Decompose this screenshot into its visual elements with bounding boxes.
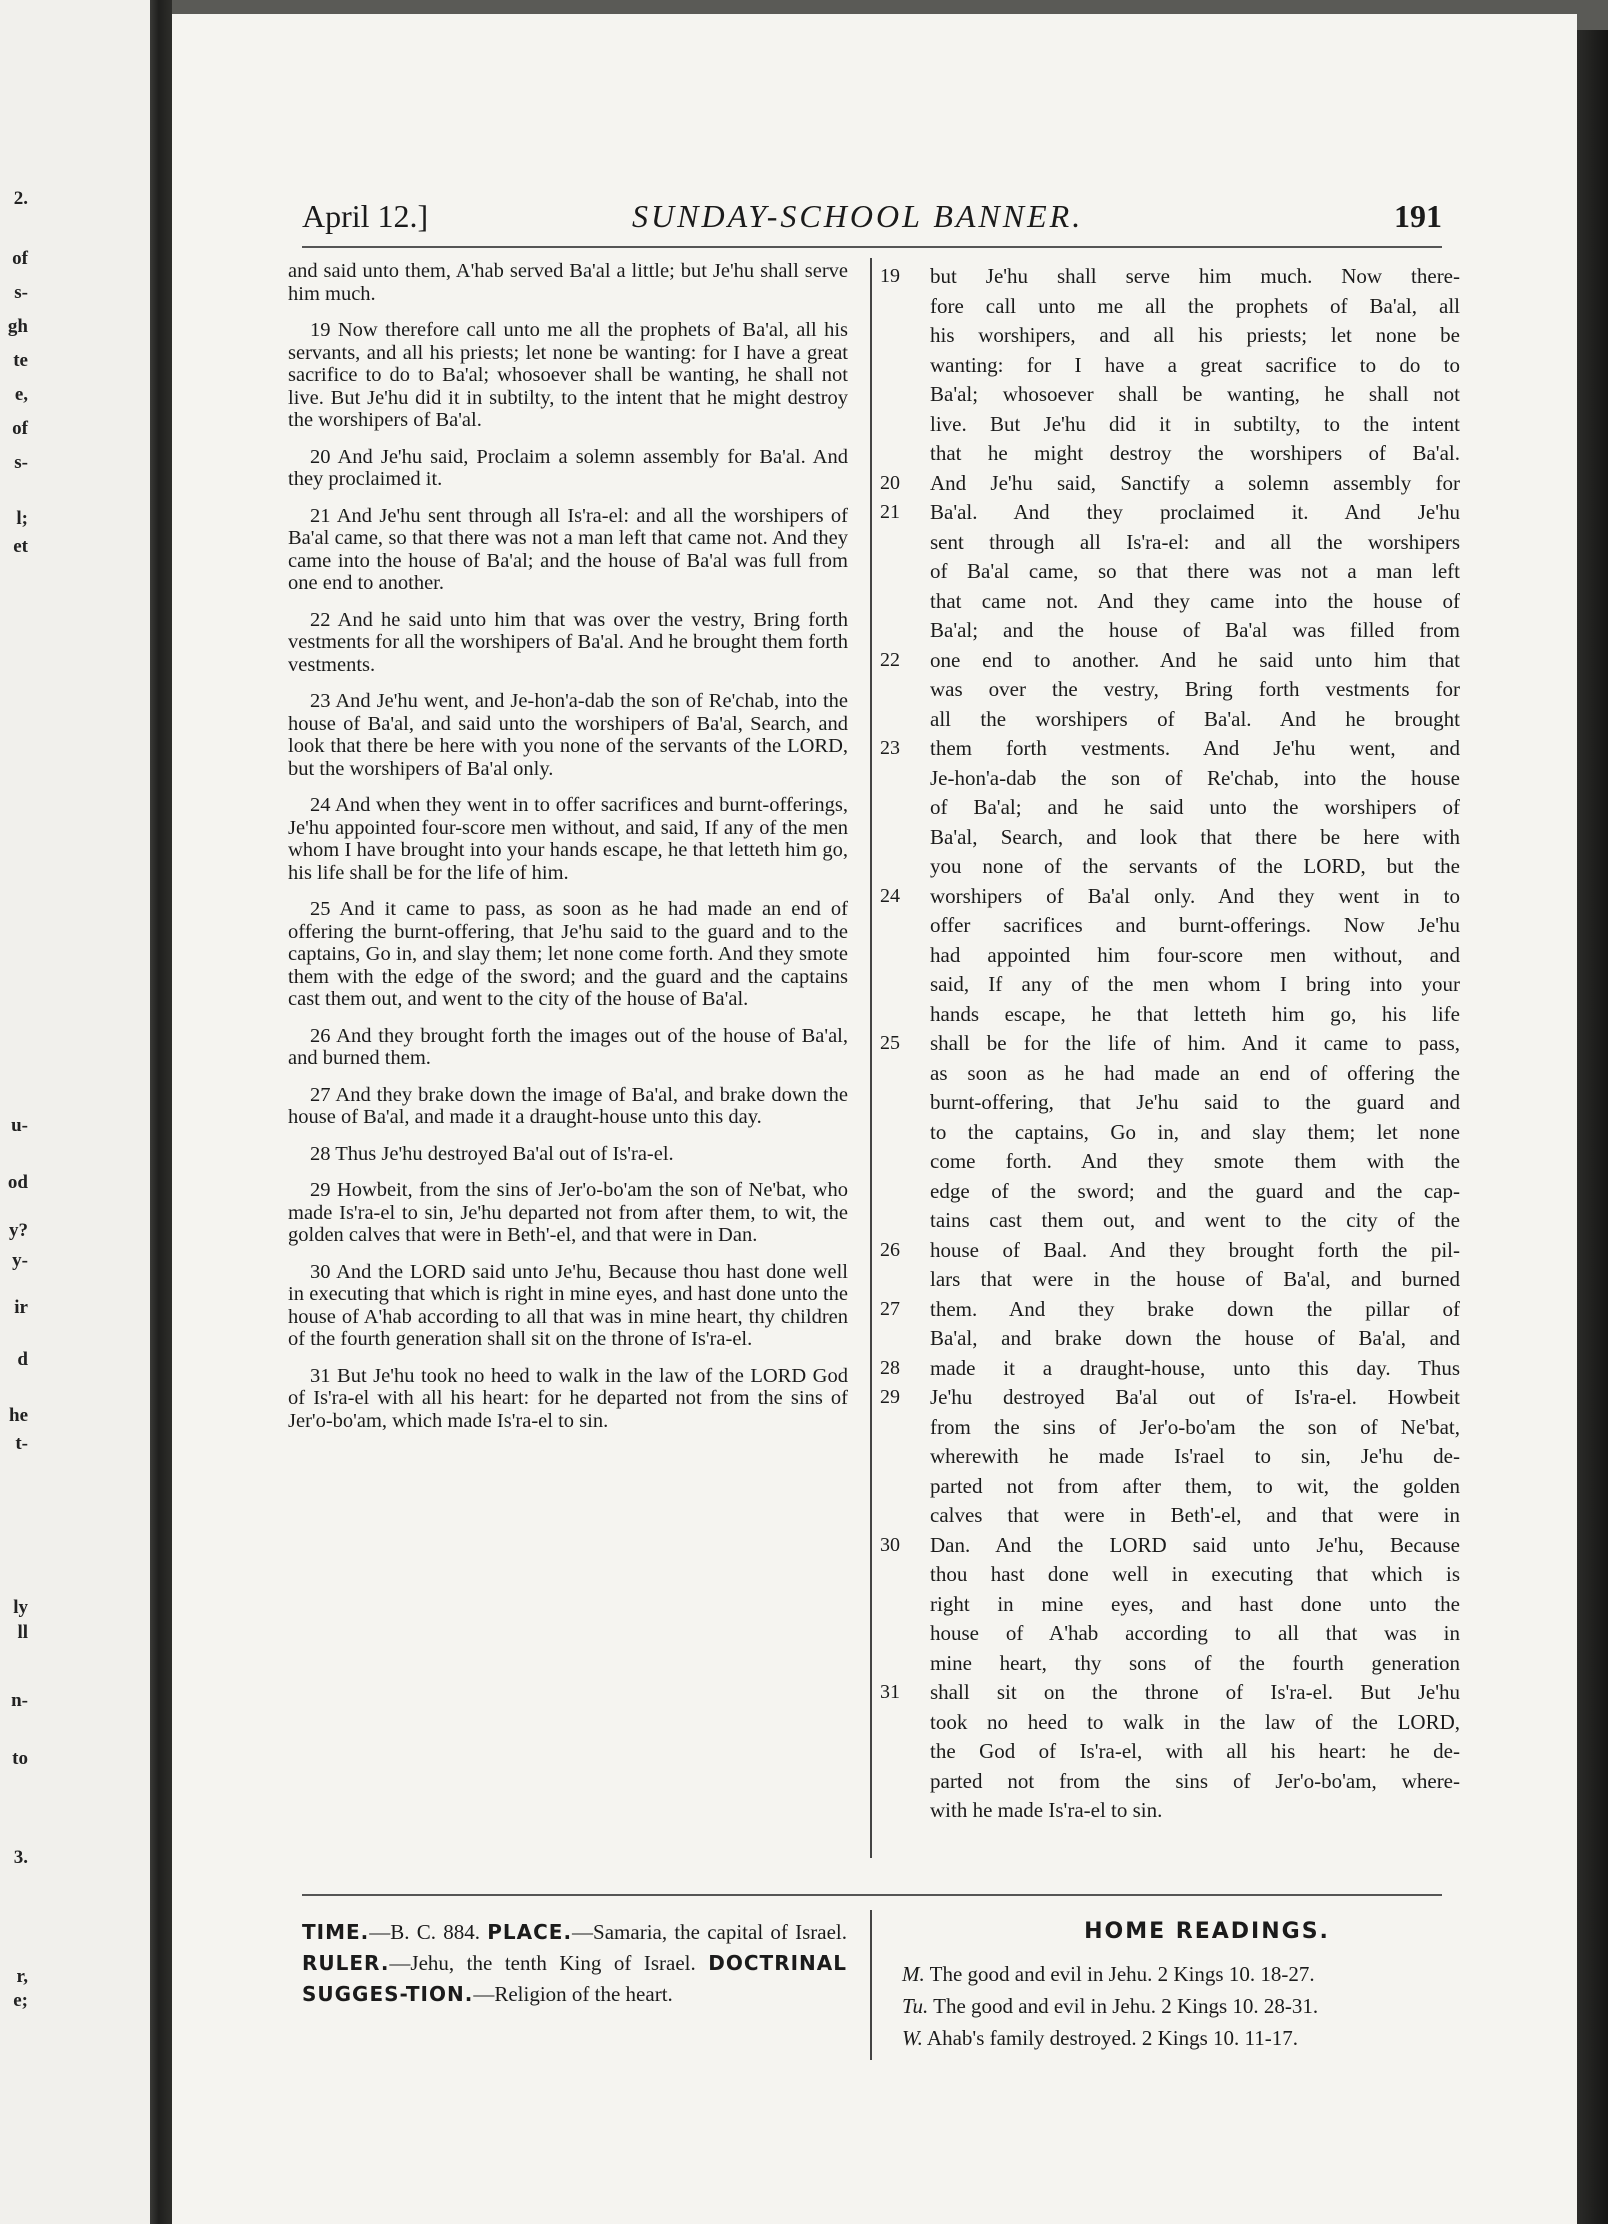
home-readings-title: HOME READINGS. bbox=[1084, 1919, 1330, 1944]
verse-text: to the captains, Go in, and slay them; let none bbox=[930, 1119, 1460, 1144]
verse-line bbox=[880, 793, 1460, 823]
verse-text: made it a draught-house, unto this day. Thus bbox=[930, 1355, 1460, 1380]
verse-text: parted not from after them, to wit, the golden bbox=[930, 1473, 1460, 1498]
facing-page-fragment: e, bbox=[14, 384, 28, 405]
reading-text: Ahab's family destroyed. 2 Kings 10. 11-17. bbox=[926, 2026, 1298, 2050]
verse-number: 28 bbox=[880, 1356, 900, 1379]
verse-line bbox=[880, 823, 1460, 853]
book-gutter bbox=[150, 0, 172, 2224]
verse-number: 21 bbox=[880, 501, 900, 523]
verse-number: 23 bbox=[880, 737, 900, 759]
verse-text: them forth vestments. And Je'hu went, and bbox=[930, 736, 1460, 760]
verse-line bbox=[880, 1737, 1460, 1767]
verse-line bbox=[880, 764, 1460, 794]
verse-paragraph: 31 But Je'hu took no heed to walk in the law of the LORD God of Is'ra-el with all his heart: for he departed not from the sins of Jer'o-bo'am, which made Is'ra-el to sin. bbox=[288, 1364, 848, 1432]
verse-line bbox=[880, 1708, 1460, 1738]
verse-line bbox=[880, 1206, 1460, 1236]
verse-line bbox=[880, 1796, 1460, 1826]
verse-text: house of Baal. And they brought forth the pil- bbox=[930, 1237, 1460, 1262]
facing-page-fragment: s- bbox=[14, 452, 28, 473]
verse-text: come forth. And they smote them with the bbox=[930, 1149, 1460, 1173]
verse-text: mine heart, thy sons of the fourth generation bbox=[930, 1650, 1460, 1675]
facing-page-fragment: et bbox=[13, 536, 28, 557]
facing-page-fragment: n- bbox=[11, 1690, 28, 1711]
facing-page-fragment: ly bbox=[13, 1597, 28, 1618]
verse-line bbox=[880, 1767, 1460, 1797]
facing-page-fragment: ll bbox=[17, 1622, 28, 1643]
verse-line bbox=[880, 970, 1460, 1000]
header-rule bbox=[302, 246, 1442, 248]
facing-page-edge bbox=[0, 0, 150, 2224]
verse-text: parted not from the sins of Jer'o-bo'am, where- bbox=[930, 1768, 1460, 1793]
facing-page-fragment: t- bbox=[15, 1433, 28, 1454]
verse-line bbox=[880, 1295, 1460, 1325]
verse-paragraph: 27 And they brake down the image of Ba'al, and brake down the house of Ba'al, and made it a draught-house unto this day. bbox=[288, 1083, 848, 1128]
verse-line bbox=[880, 528, 1460, 558]
verse-line bbox=[880, 1118, 1460, 1148]
verse-line bbox=[880, 1000, 1460, 1030]
verse-line bbox=[880, 646, 1460, 676]
verse-paragraph: 20 And Je'hu said, Proclaim a solemn assembly for Ba'al. And they proclaimed it. bbox=[288, 445, 848, 490]
verse-number: 27 bbox=[880, 1297, 900, 1320]
facing-page-fragment: 3. bbox=[13, 1847, 28, 1868]
verse-text: but Je'hu shall serve him much. Now there- bbox=[930, 264, 1460, 288]
reading-text: The good and evil in Jehu. 2 Kings 10. 28-31. bbox=[933, 1994, 1319, 2018]
verse-text: worshipers of Ba'al only. And they went in to bbox=[930, 883, 1460, 908]
time-label: TIME. bbox=[302, 1920, 370, 1944]
verse-text: one end to another. And he said unto him that bbox=[930, 647, 1460, 672]
verse-paragraph: 19 Now therefore call unto me all the prophets of Ba'al, all his servants, and all his priests; let none be wanting: for I have a great sacrifice to do to Ba'al; whosoever shall be wanting, he shall not live. But Je'hu did it in subtilty, to the intent that he might destroy the worshipers of Ba'al. bbox=[288, 319, 848, 431]
verse-text: And Je'hu said, Sanctify a solemn assembly for bbox=[930, 470, 1460, 495]
lesson-info bbox=[302, 1917, 847, 2010]
verse-text: that he might destroy the worshipers of Ba'al. bbox=[930, 441, 1460, 465]
verse-text: sent through all Is'ra-el: and all the worshipers bbox=[930, 529, 1460, 554]
verse-text: all the worshipers of Ba'al. And he brought bbox=[930, 706, 1460, 731]
verse-text: Ba'al. And they proclaimed it. And Je'hu bbox=[930, 500, 1460, 524]
verse-text: Je'hu destroyed Ba'al out of Is'ra-el. Howbeit bbox=[930, 1385, 1460, 1409]
verse-line bbox=[880, 1324, 1460, 1354]
facing-page-fragment: e; bbox=[13, 1990, 28, 2011]
verse-paragraph: and said unto them, A'hab served Ba'al a little; but Je'hu shall serve him much. bbox=[288, 260, 848, 305]
verse-line bbox=[880, 587, 1460, 617]
verse-paragraph: 22 And he said unto him that was over the vestry, Bring forth vestments for all the worshipers of Ba'al. And he brought them forth vestments. bbox=[288, 608, 848, 676]
verse-line bbox=[880, 852, 1460, 882]
verse-line bbox=[880, 1590, 1460, 1620]
verse-text: calves that were in Beth'-el, and that were in bbox=[930, 1503, 1460, 1527]
verse-line bbox=[880, 1029, 1460, 1059]
verse-text: thou hast done well in executing that which is bbox=[930, 1562, 1460, 1586]
reading-day: Tu. bbox=[902, 1994, 929, 2018]
verse-line bbox=[880, 1531, 1460, 1561]
footer-rule bbox=[302, 1894, 1442, 1896]
verse-paragraph: 30 And the LORD said unto Je'hu, Because thou hast done well in executing that which is right in mine eyes, and hast done unto the house of A'hab according to all that was in mine heart, thy children of the fourth generation shall sit on the throne of Is'ra-el. bbox=[288, 1260, 848, 1350]
book-page bbox=[172, 14, 1577, 2224]
verse-line bbox=[880, 1059, 1460, 1089]
verse-line bbox=[880, 1413, 1460, 1443]
verse-paragraph: 26 And they brought forth the images out of the house of Ba'al, and burned them. bbox=[288, 1024, 848, 1069]
verse-text: house of A'hab according to all that was in bbox=[930, 1621, 1460, 1645]
verse-line bbox=[880, 498, 1460, 528]
verse-paragraph: 25 And it came to pass, as soon as he had made an end of offering the burnt-offering, that Je'hu said to the guard and to the captains, Go in, and slay them; let none come forth. And they smote them with the edge of the sword; and the guard and the captains cast them out, and went to the city of the house of Ba'al. bbox=[288, 898, 848, 1010]
verse-text: offer sacrifices and burnt-offerings. Now Je'hu bbox=[930, 913, 1460, 937]
verse-text: Je-hon'a-dab the son of Re'chab, into the house bbox=[930, 765, 1460, 790]
scripture-column-old-version bbox=[288, 260, 848, 1446]
verse-line bbox=[880, 1619, 1460, 1649]
verse-paragraph: 29 Howbeit, from the sins of Jer'o-bo'am the son of Ne'bat, who made Is'ra-el to sin, Je'hu departed not from after them, to wit, the golden calves that were in Beth'-el, and that were in Dan. bbox=[288, 1179, 848, 1246]
verse-paragraph: 28 Thus Je'hu destroyed Ba'al out of Is'ra-el. bbox=[310, 1142, 674, 1165]
verse-number: 29 bbox=[880, 1386, 900, 1408]
reading-item bbox=[892, 2022, 1462, 2054]
verse-number: 20 bbox=[880, 471, 900, 494]
place-value: —Samaria, the capital of Israel. bbox=[572, 1920, 848, 1944]
ruler-label: RULER. bbox=[302, 1951, 390, 1975]
verse-line bbox=[880, 469, 1460, 499]
verse-line bbox=[880, 1265, 1460, 1295]
verse-text: burnt-offering, that Je'hu said to the guard and bbox=[930, 1090, 1460, 1114]
page-header bbox=[302, 196, 1442, 236]
facing-page-fragment: of bbox=[12, 418, 28, 439]
verse-number: 24 bbox=[880, 884, 900, 907]
facing-page-fragment: s- bbox=[14, 282, 28, 303]
verse-text: of Ba'al came, so that there was not a man left bbox=[930, 559, 1460, 583]
verse-text: right in mine eyes, and hast done unto the bbox=[930, 1591, 1460, 1616]
verse-text: live. But Je'hu did it in subtilty, to the intent bbox=[930, 411, 1460, 436]
facing-page-fragment: ir bbox=[14, 1297, 28, 1318]
footer-divider bbox=[870, 1910, 872, 2060]
facing-page-fragment: y- bbox=[12, 1250, 28, 1271]
verse-line bbox=[880, 616, 1460, 646]
verse-text: of Ba'al; and he said unto the worshipers of bbox=[930, 795, 1460, 819]
verse-line bbox=[880, 911, 1460, 941]
verse-text: tains cast them out, and went to the city of the bbox=[930, 1208, 1460, 1232]
verse-text: the God of Is'ra-el, with all his heart: he de- bbox=[930, 1739, 1460, 1763]
verse-line bbox=[880, 675, 1460, 705]
page-edge-shadow bbox=[1577, 30, 1608, 2224]
verse-text: you none of the servants of the LORD, but the bbox=[930, 854, 1460, 878]
verse-line bbox=[880, 1354, 1460, 1384]
verse-text: Ba'al; and the house of Ba'al was filled from bbox=[930, 618, 1460, 642]
verse-paragraph: 23 And Je'hu went, and Je-hon'a-dab the son of Re'chab, into the house of Ba'al, and said unto the worshipers of Ba'al, Search, and look that there be here with you none of the servants of the LORD, but the worshipers of Ba'al only. bbox=[288, 690, 848, 780]
facing-page-fragment: r, bbox=[16, 1966, 28, 1987]
verse-text: shall sit on the throne of Is'ra-el. But Je'hu bbox=[930, 1680, 1460, 1704]
verse-line bbox=[880, 1147, 1460, 1177]
verse-line bbox=[880, 439, 1460, 469]
verse-text: shall be for the life of him. And it came to pass, bbox=[930, 1031, 1460, 1055]
header-title: SUNDAY-SCHOOL BANNER. bbox=[632, 198, 1084, 234]
verse-line bbox=[880, 557, 1460, 587]
facing-page-fragment: of bbox=[12, 248, 28, 269]
verse-text: Ba'al, Search, and look that there be here with bbox=[930, 824, 1460, 849]
verse-line bbox=[880, 1560, 1460, 1590]
place-label: PLACE. bbox=[487, 1920, 573, 1944]
verse-text: fore call unto me all the prophets of Ba'al, all bbox=[930, 293, 1460, 318]
verse-text: said, If any of the men whom I bring into your bbox=[930, 972, 1460, 996]
verse-line bbox=[880, 351, 1460, 381]
verse-number: 26 bbox=[880, 1238, 900, 1261]
facing-page-fragment: te bbox=[13, 350, 28, 371]
verse-line bbox=[880, 882, 1460, 912]
verse-number: 19 bbox=[880, 265, 900, 287]
facing-page-fragment: d bbox=[17, 1349, 28, 1370]
verse-line bbox=[880, 410, 1460, 440]
verse-text: edge of the sword; and the guard and the cap- bbox=[930, 1178, 1460, 1203]
ruler-value: —Jehu, the tenth King of Israel. bbox=[389, 1951, 696, 1975]
verse-number: 30 bbox=[880, 1533, 900, 1556]
reading-text: The good and evil in Jehu. 2 Kings 10. 18-27. bbox=[929, 1962, 1315, 1986]
facing-page-fragment: to bbox=[12, 1748, 28, 1769]
verse-text: Ba'al; whosoever shall be wanting, he shall not bbox=[930, 382, 1460, 406]
verse-text: had appointed him four-score men without, and bbox=[930, 942, 1460, 967]
verse-line bbox=[880, 1649, 1460, 1679]
facing-page-fragment: u- bbox=[11, 1115, 28, 1136]
verse-text: was over the vestry, Bring forth vestments for bbox=[930, 677, 1460, 701]
verse-text: wherewith he made Is'rael to sin, Je'hu de- bbox=[930, 1444, 1460, 1468]
verse-line bbox=[880, 1383, 1460, 1413]
reading-day: M. bbox=[902, 1962, 925, 1986]
reading-item bbox=[892, 1958, 1462, 1990]
verse-number: 22 bbox=[880, 648, 900, 671]
verse-text: from the sins of Jer'o-bo'am the son of Ne'bat, bbox=[930, 1414, 1460, 1439]
facing-page-fragment: od bbox=[7, 1172, 28, 1193]
verse-line bbox=[880, 1236, 1460, 1266]
verse-text: took no heed to walk in the law of the LORD, bbox=[930, 1709, 1460, 1734]
verse-text: Dan. And the LORD said unto Je'hu, Because bbox=[930, 1532, 1460, 1557]
verse-number: 25 bbox=[880, 1032, 900, 1054]
verse-text: them. And they brake down the pillar of bbox=[930, 1296, 1460, 1321]
scripture-column-revised-version bbox=[880, 262, 1460, 1826]
verse-text: Ba'al, and brake down the house of Ba'al, and bbox=[930, 1326, 1460, 1350]
verse-line bbox=[880, 941, 1460, 971]
verse-line bbox=[880, 380, 1460, 410]
facing-page-fragment: he bbox=[9, 1405, 28, 1426]
verse-text: lars that were in the house of Ba'al, and burned bbox=[930, 1267, 1460, 1291]
verse-text: hands escape, he that letteth him go, his life bbox=[930, 1001, 1460, 1026]
verse-text: wanting: for I have a great sacrifice to do to bbox=[930, 352, 1460, 377]
verse-text: his worshipers, and all his priests; let none be bbox=[930, 323, 1460, 347]
doctrinal-label: DOCTRINAL SUGGES-TION. bbox=[302, 1951, 847, 2006]
facing-page-fragment: 2. bbox=[13, 188, 28, 209]
verse-line bbox=[880, 1177, 1460, 1207]
doctrinal-value: —Religion of the heart. bbox=[473, 1982, 673, 2006]
verse-text: that came not. And they came into the house of bbox=[930, 588, 1460, 613]
verse-line bbox=[880, 292, 1460, 322]
reading-item bbox=[892, 1990, 1462, 2022]
verse-line bbox=[880, 1678, 1460, 1708]
page-number: 191 bbox=[1394, 198, 1442, 234]
reading-day: W. bbox=[902, 2026, 923, 2050]
verse-line bbox=[880, 1501, 1460, 1531]
verse-line bbox=[880, 734, 1460, 764]
verse-paragraph: 21 And Je'hu sent through all Is'ra-el: and all the worshipers of Ba'al came, so that there was not a man left that came not. And they came into the house of Ba'al; and the house of Ba'al was full from one end to another. bbox=[288, 504, 848, 594]
facing-page-fragment: y? bbox=[9, 1220, 28, 1241]
home-readings bbox=[892, 1919, 1462, 2054]
verse-text: with he made Is'ra-el to sin. bbox=[930, 1798, 1163, 1822]
verse-line bbox=[880, 321, 1460, 351]
column-divider bbox=[870, 258, 872, 1858]
verse-line bbox=[880, 1472, 1460, 1502]
facing-page-fragment: gh bbox=[7, 316, 28, 337]
header-date: April 12.] bbox=[302, 198, 429, 234]
verse-line bbox=[880, 1442, 1460, 1472]
verse-text: as soon as he had made an end of offering the bbox=[930, 1060, 1460, 1085]
facing-page-fragment: l; bbox=[16, 508, 28, 529]
verse-line bbox=[880, 1088, 1460, 1118]
verse-paragraph: 24 And when they went in to offer sacrifices and burnt-offerings, Je'hu appointed four-score men without, and said, If any of the men whom I have brought into your hands escape, he that letteth him go, his life shall be for the life of him. bbox=[288, 794, 848, 884]
verse-line bbox=[880, 262, 1460, 292]
verse-line bbox=[880, 705, 1460, 735]
time-value: —B. C. 884. bbox=[369, 1920, 480, 1944]
verse-number: 31 bbox=[880, 1681, 900, 1703]
